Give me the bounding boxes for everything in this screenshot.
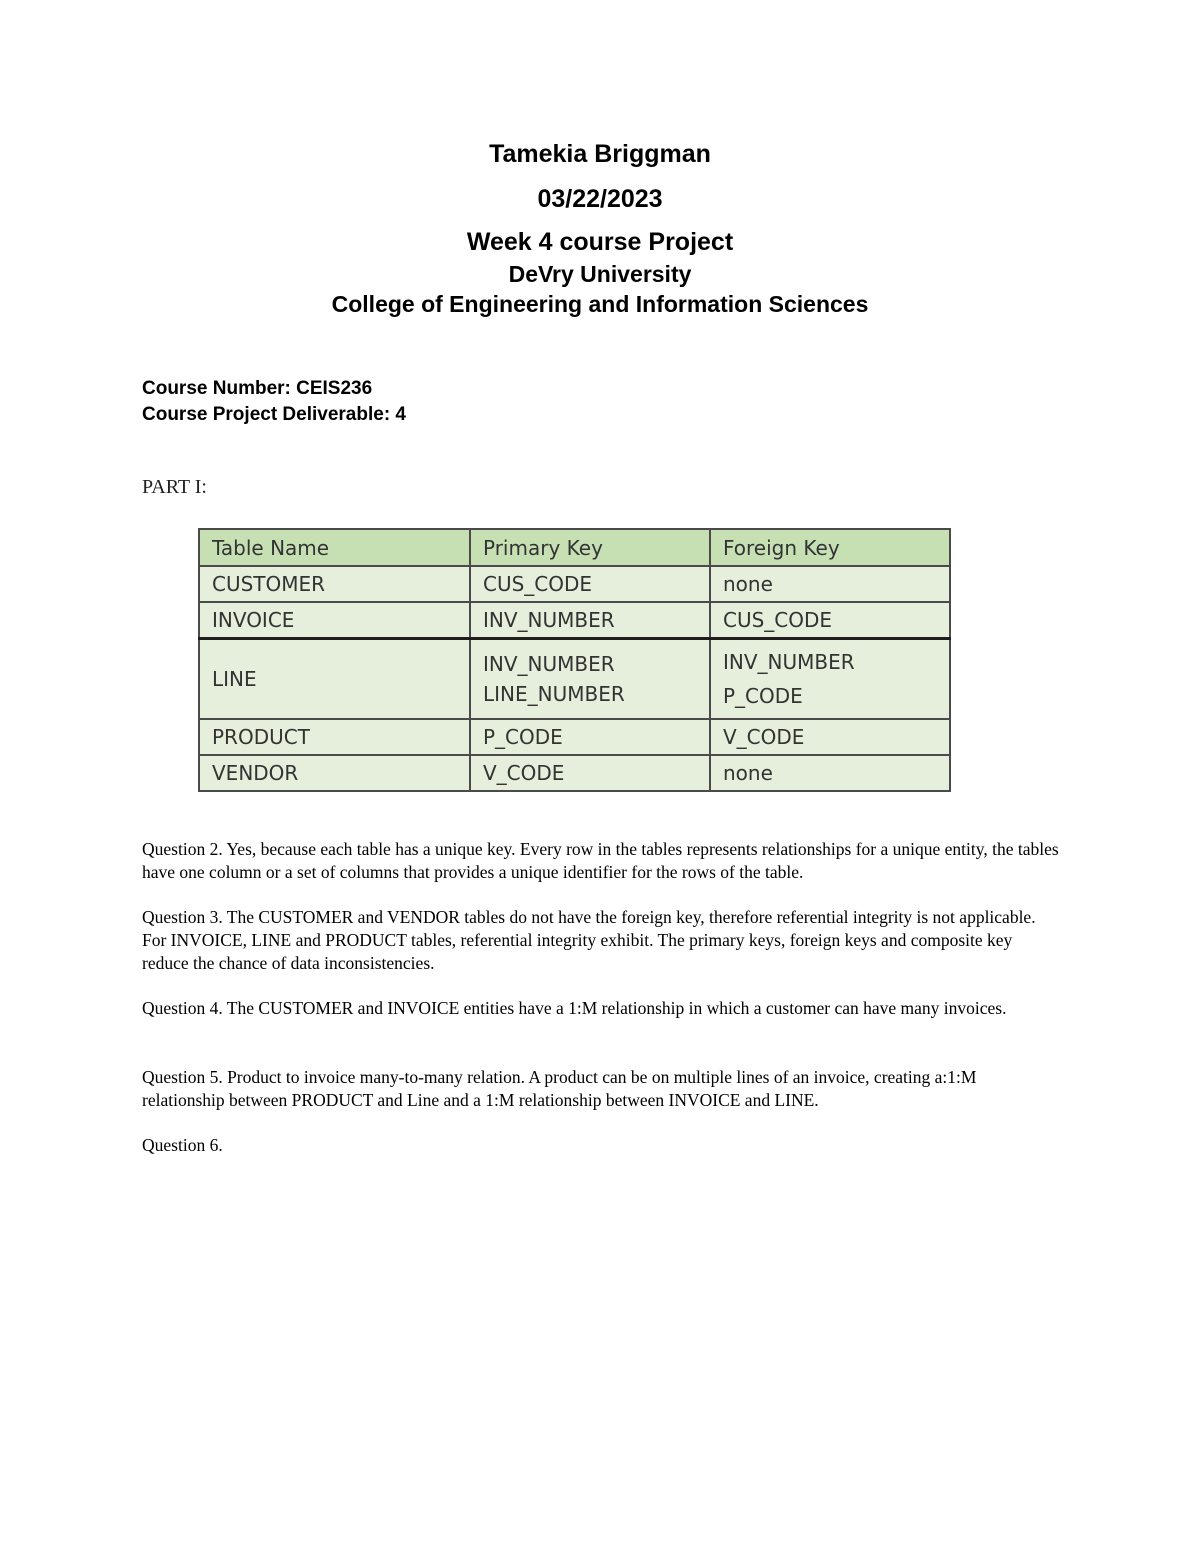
column-header: Primary Key [470, 529, 710, 566]
document-date: 03/22/2023 [537, 185, 663, 213]
foreign-key-value: INV_NUMBER [723, 650, 855, 674]
foreign-key-value: P_CODE [723, 684, 803, 708]
question-3: Question 3. The CUSTOMER and VENDOR tables do not have the foreign key, therefore referential integrity is not applicable. For INVOICE, LINE and PRODUCT tables, referential integrity exhibit. The primary keys, foreign keys and composite key reduce the chance of data inconsistencies. [142, 907, 1036, 973]
document-title: Week 4 course Project [466, 228, 734, 256]
table-row [199, 602, 950, 639]
primary-key-value: LINE_NUMBER [483, 682, 625, 706]
course-number: Course Number: CEIS236 [142, 378, 373, 399]
primary-key-value: INV_NUMBER [483, 652, 615, 676]
table-row [199, 719, 950, 755]
table-row [199, 639, 950, 720]
course-deliverable: Course Project Deliverable: 4 [142, 404, 406, 425]
foreign-key-cell [710, 639, 950, 720]
table-header-row [199, 529, 950, 566]
primary-key-cell: CUS_CODE [470, 566, 710, 602]
foreign-key-cell: none [710, 755, 950, 791]
table-name-cell: CUSTOMER [199, 566, 470, 602]
primary-key-cell [470, 639, 710, 720]
keys-table [198, 528, 951, 792]
primary-key-cell: P_CODE [470, 719, 710, 755]
primary-key-cell: V_CODE [470, 755, 710, 791]
column-header: Table Name [199, 529, 470, 566]
foreign-key-cell: V_CODE [710, 719, 950, 755]
table-name-cell: INVOICE [199, 602, 470, 639]
college-name: College of Engineering and Information Sciences [331, 291, 869, 317]
foreign-key-cell: CUS_CODE [710, 602, 950, 639]
column-header: Foreign Key [710, 529, 950, 566]
table-row [199, 566, 950, 602]
part-heading: PART I: [142, 476, 207, 498]
question-2: Question 2. Yes, because each table has a unique key. Every row in the tables represents relationships for a unique entity, the tables have one column or a set of columns that provides a unique identifier for the rows of the table. [142, 839, 1059, 882]
table-row [199, 755, 950, 791]
university-name: DeVry University [508, 261, 692, 287]
table-name-cell: LINE [199, 639, 470, 720]
foreign-key-cell: none [710, 566, 950, 602]
table-name-cell: VENDOR [199, 755, 470, 791]
table-name-cell: PRODUCT [199, 719, 470, 755]
question-6: Question 6. [142, 1135, 223, 1155]
author-name: Tamekia Briggman [489, 140, 711, 168]
primary-key-cell: INV_NUMBER [470, 602, 710, 639]
question-4: Question 4. The CUSTOMER and INVOICE entities have a 1:M relationship in which a customer can have many invoices. [142, 998, 1007, 1018]
question-5: Question 5. Product to invoice many-to-many relation. A product can be on multiple lines of an invoice, creating a:1:M relationship between PRODUCT and Line and a 1:M relationship between INVOICE and LINE. [142, 1067, 977, 1110]
